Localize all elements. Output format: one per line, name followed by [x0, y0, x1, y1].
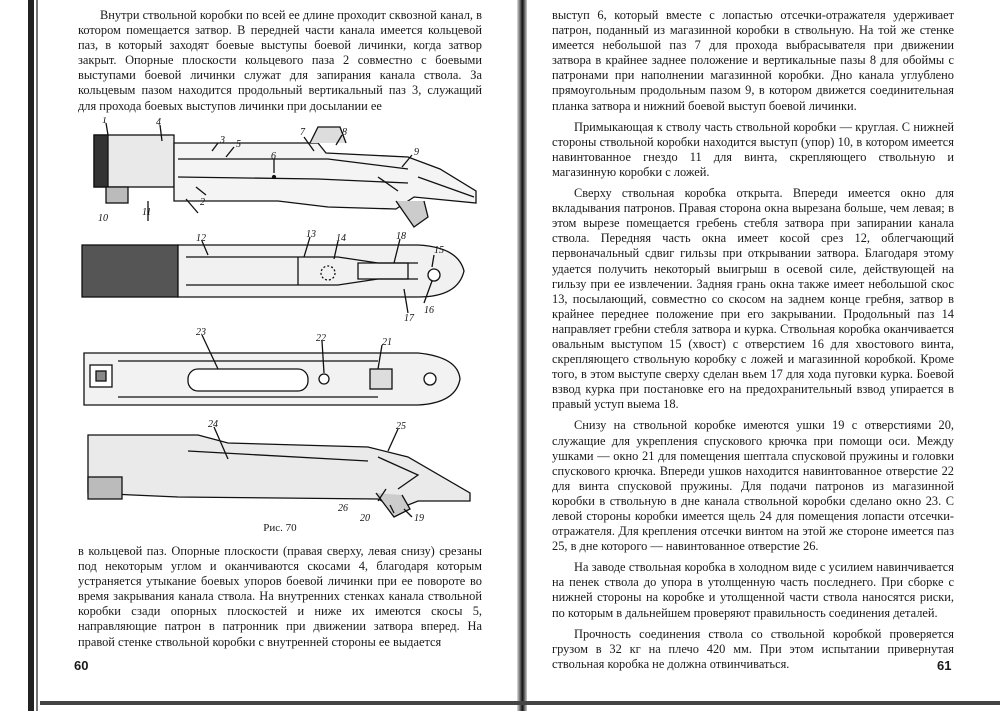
callout-15: 15 [434, 245, 444, 256]
callout-23: 23 [196, 327, 206, 338]
right-page-paragraph-1: выступ 6, который вместе с лопастью отсечки-отражателя удерживает патрон, поданный из магазинной коробки в ствольную. На той же стенке имеется небольшой паз 7 для прохода выбрасывателя при движении затвора в крайнее заднее положение и вертикальные пазы 8 для обоймы с патронами при наполнении магазинной коробки. Дно канала углублено прямоугольным продольным пазом 9, в котором движется соединительная планка затвора и нижний боевой выступ боевой личинки. [552, 8, 954, 113]
receiver-drawings [78, 117, 482, 527]
callout-7: 7 [300, 127, 305, 138]
callout-24: 24 [208, 419, 218, 430]
page-number-left: 60 [74, 658, 89, 673]
figure-caption: Рис. 70 [263, 522, 297, 534]
right-page-paragraph-2: Примыкающая к стволу часть ствольной коробки — круглая. С нижней стороны ствольной коробки находится выступ (упор) 10, в котором имеется навинтованное гнездо 11 для винта, скрепляющего ствольную и магазинную коробки с ложей. [552, 119, 954, 179]
left-page-bottom-text-block [78, 544, 482, 650]
left-page-top-text-block [78, 8, 482, 114]
callout-11: 11 [142, 207, 152, 218]
book-edge-shadow [28, 0, 34, 711]
left-page-paragraph-1: Внутри ствольной коробки по всей ее длине проходит сквозной канал, в котором помещается затвор. В передней части канала имеется кольцевой паз, в который заходят боевые выступы боевой личинки, когда затвор закрыт. Опорные плоскости кольцевого паза 2 совместно с боевыми выступами боевой личинки служат для запирания канала ствола. За кольцевым пазом находится продольный вертикальный паз 3, служащий для прохода боевых выступов личинки при досылании ее [78, 8, 482, 113]
receiver-side-view-2 [88, 435, 470, 517]
callout-18: 18 [396, 231, 406, 242]
callout-6: 6 [271, 151, 276, 162]
right-page-text-block [552, 8, 954, 672]
callout-4: 4 [156, 117, 161, 128]
callout-1: 1 [102, 117, 107, 126]
page-number-right: 61 [937, 658, 952, 673]
callout-2: 2 [200, 197, 205, 208]
callout-8: 8 [342, 127, 347, 138]
book-bottom-edge [40, 701, 1000, 705]
callout-14: 14 [336, 233, 346, 244]
callout-21: 21 [382, 337, 392, 348]
left-page-paragraph-2: в кольцевой паз. Опорные плоскости (правая сверху, левая снизу) срезаны под некоторым углом и оканчиваются скосами 4, благодаря которым устраняется утыкание боевых упоров боевой личинки при ее повороте во время закрывания канала ствола. На внутренних стенках канала ствольной коробки сзади опорных плоскостей и ниже их имеются скосы 5, направляющие патрон в патронник при движении затвора вперед. На правой стенке ствольной коробки с внутренней стороны ее выдается [78, 544, 482, 649]
callout-19: 19 [414, 513, 424, 524]
callout-26: 26 [338, 503, 348, 514]
callout-22: 22 [316, 333, 326, 344]
receiver-side-view [94, 127, 476, 227]
callout-16: 16 [424, 305, 434, 316]
book-gutter [517, 0, 527, 711]
callout-9: 9 [414, 147, 419, 158]
callout-20: 20 [360, 513, 370, 524]
callout-12: 12 [196, 233, 206, 244]
receiver-top-view [82, 245, 464, 297]
callout-25: 25 [396, 421, 406, 432]
right-page-paragraph-5: На заводе ствольная коробка в холодном виде с усилием навинчивается на пенек ствола до упора в утолщенную часть последнего. При сборке с нижней стороны на коробке и утолщенной части ствола наносятся риски, по которым в дальнейшем проверяют правильность соединения деталей. [552, 560, 954, 620]
figure-70 [78, 117, 482, 547]
receiver-bottom-view [84, 353, 460, 405]
callout-10: 10 [98, 213, 108, 224]
callout-17: 17 [404, 313, 414, 324]
callout-5: 5 [236, 139, 241, 150]
callout-13: 13 [306, 229, 316, 240]
right-page-paragraph-6: Прочность соединения ствола со ствольной коробкой проверяется грузом в 32 кг на плечо 420 мм. При этом испытании привернутая ствольная коробка не должна отвинчиваться. [552, 626, 954, 671]
book-edge-line [36, 0, 38, 711]
right-page-paragraph-3: Сверху ствольная коробка открыта. Впереди имеется окно для вкладывания патронов. Правая сторона окна вырезана больше, чем левая; в этом вырезе помещается гребень стебля затвора при запирании канала ствола. Передняя часть окна имеет косой срез 12, облегчающий первоначальный сдвиг гильзы при открывании затвора. Благодаря этому удается получить некоторый выигрыш в осевой силе, действующей на гильзу при ее извлечении. Задняя грань окна также имеет небольшой скос 13, посылающий, совместно со скосом на заднем конце гребня, затвор в крайнее переднее положение при его закрывании. Продольный паз 14 направляет гребни стебля затвора и курка. Ствольная коробка оканчивается овальным выступом 15 (хвост) с отверстием 16 для хвостового винта, скрепляющего ствольную коробку с ложей и магазинной коробкой. Кроме того, в этом выступе сверху сделан вьем 17 для хода пуговки курка. Боевой взвод курка при постановке его на предохранительный взвод упирается в правый уступ выема 18. [552, 186, 954, 412]
right-page-paragraph-4: Снизу на ствольной коробке имеются ушки 19 с отверстиями 20, служащие для укрепления спускового крючка при помощи оси. Между ушками — окно 21 для помещения шептала спусковой пружины и головки спускового крючка. Впереди ушков находится навинтованное отверстие 22 для винта спусковой пружины. Для подачи патронов из магазинной коробки в ствольную в дне канала ствольной коробки сделано окно 23. С левой стороны коробки имеется щель 24 для помещения лопасти отсечки-отражателя. Для крепления отсечки винтом на этой же стороне имеется паз 25, в дне которого — навинтованное отверстие 26. [552, 418, 954, 554]
callout-3: 3 [220, 135, 225, 146]
